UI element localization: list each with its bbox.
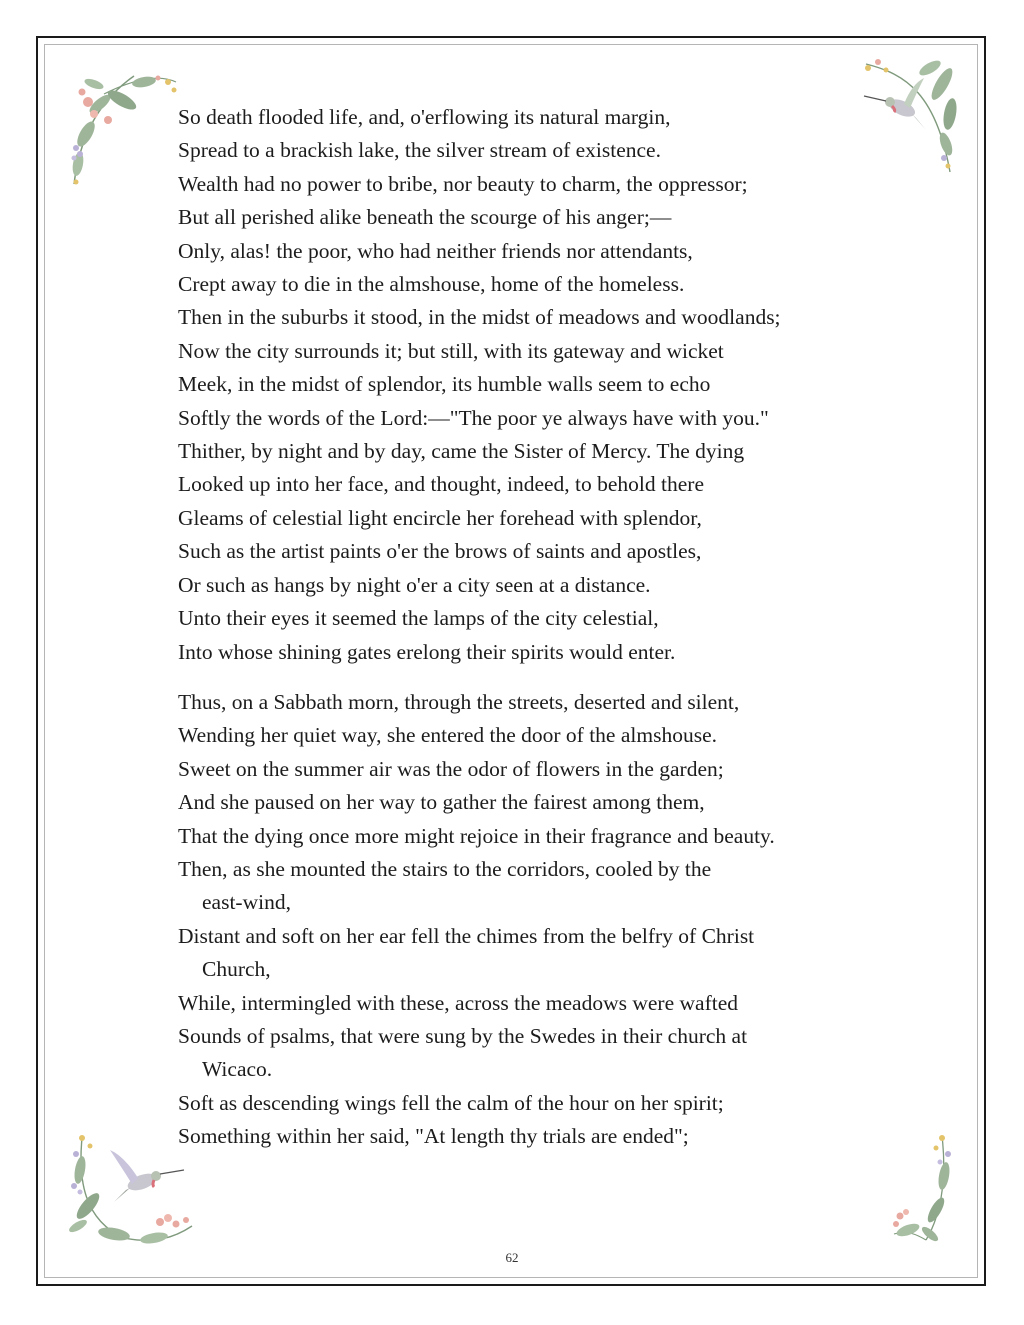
poem-line: Into whose shining gates erelong their spirits would enter.: [178, 639, 676, 664]
poem-line: Spread to a brackish lake, the silver stream of existence.: [178, 138, 661, 163]
floral-corner-icon: [886, 1130, 961, 1248]
poem-line: Sweet on the summer air was the odor of flowers in the garden;: [178, 756, 724, 781]
poem-line: Or such as hangs by night o'er a city seen at a distance.: [178, 572, 651, 597]
poem-line: Wealth had no power to bribe, nor beauty to charm, the oppressor;: [178, 171, 748, 196]
poem-line: Looked up into her face, and thought, indeed, to behold there: [178, 472, 704, 497]
poem-line: Something within her said, "At length thy trials are ended";: [178, 1124, 689, 1149]
stanza: [178, 101, 878, 669]
floral-corner-icon: [64, 64, 184, 194]
poem-line: Distant and soft on her ear fell the chimes from the belfry of Christ: [178, 923, 755, 948]
poem-line: Gleams of celestial light encircle her forehead with splendor,: [178, 505, 702, 530]
poem-line: Sounds of psalms, that were sung by the Swedes in their church at: [178, 1023, 748, 1048]
poem-line: Then in the suburbs it stood, in the midst of meadows and woodlands;: [178, 305, 781, 330]
poem-line: That the dying once more might rejoice in their fragrance and beauty.: [178, 823, 775, 848]
poem-line-continuation: Church,: [202, 957, 271, 982]
poem-line: And she paused on her way to gather the fairest among them,: [178, 790, 705, 815]
poem-line: While, intermingled with these, across the meadows were wafted: [178, 990, 739, 1015]
poem-line: So death flooded life, and, o'erflowing its natural margin,: [178, 105, 671, 129]
poem-line: Unto their eyes it seemed the lamps of the city celestial,: [178, 606, 659, 631]
poem-line: Meek, in the midst of splendor, its humble walls seem to echo: [178, 372, 711, 397]
stanza: [178, 686, 878, 1154]
poem-line: Now the city surrounds it; but still, with its gateway and wicket: [178, 338, 724, 363]
poem-line: Wending her quiet way, she entered the door of the almshouse.: [178, 723, 717, 748]
poem-line: Only, alas! the poor, who had neither friends nor attendants,: [178, 238, 693, 263]
poem-line: Such as the artist paints o'er the brows of saints and apostles,: [178, 539, 702, 564]
poem-line: Then, as she mounted the stairs to the corridors, cooled by the: [178, 856, 712, 881]
poem-line: Softly the words of the Lord:—"The poor ye always have with you.": [178, 405, 769, 430]
poem-line: But all perished alike beneath the scourge of his anger;—: [178, 205, 672, 230]
poem-line: Thus, on a Sabbath morn, through the streets, deserted and silent,: [178, 689, 740, 714]
poem-line-continuation: east-wind,: [202, 890, 291, 915]
poem-body: [178, 101, 878, 1154]
poem-line: Thither, by night and by day, came the Sister of Mercy. The dying: [178, 439, 745, 464]
poem-line-continuation: Wicaco.: [202, 1057, 273, 1082]
poem-line: Crept away to die in the almshouse, home of the homeless.: [178, 272, 685, 297]
page-number: 62: [505, 1250, 519, 1265]
poem-line: Soft as descending wings fell the calm of the hour on her spirit;: [178, 1090, 724, 1115]
